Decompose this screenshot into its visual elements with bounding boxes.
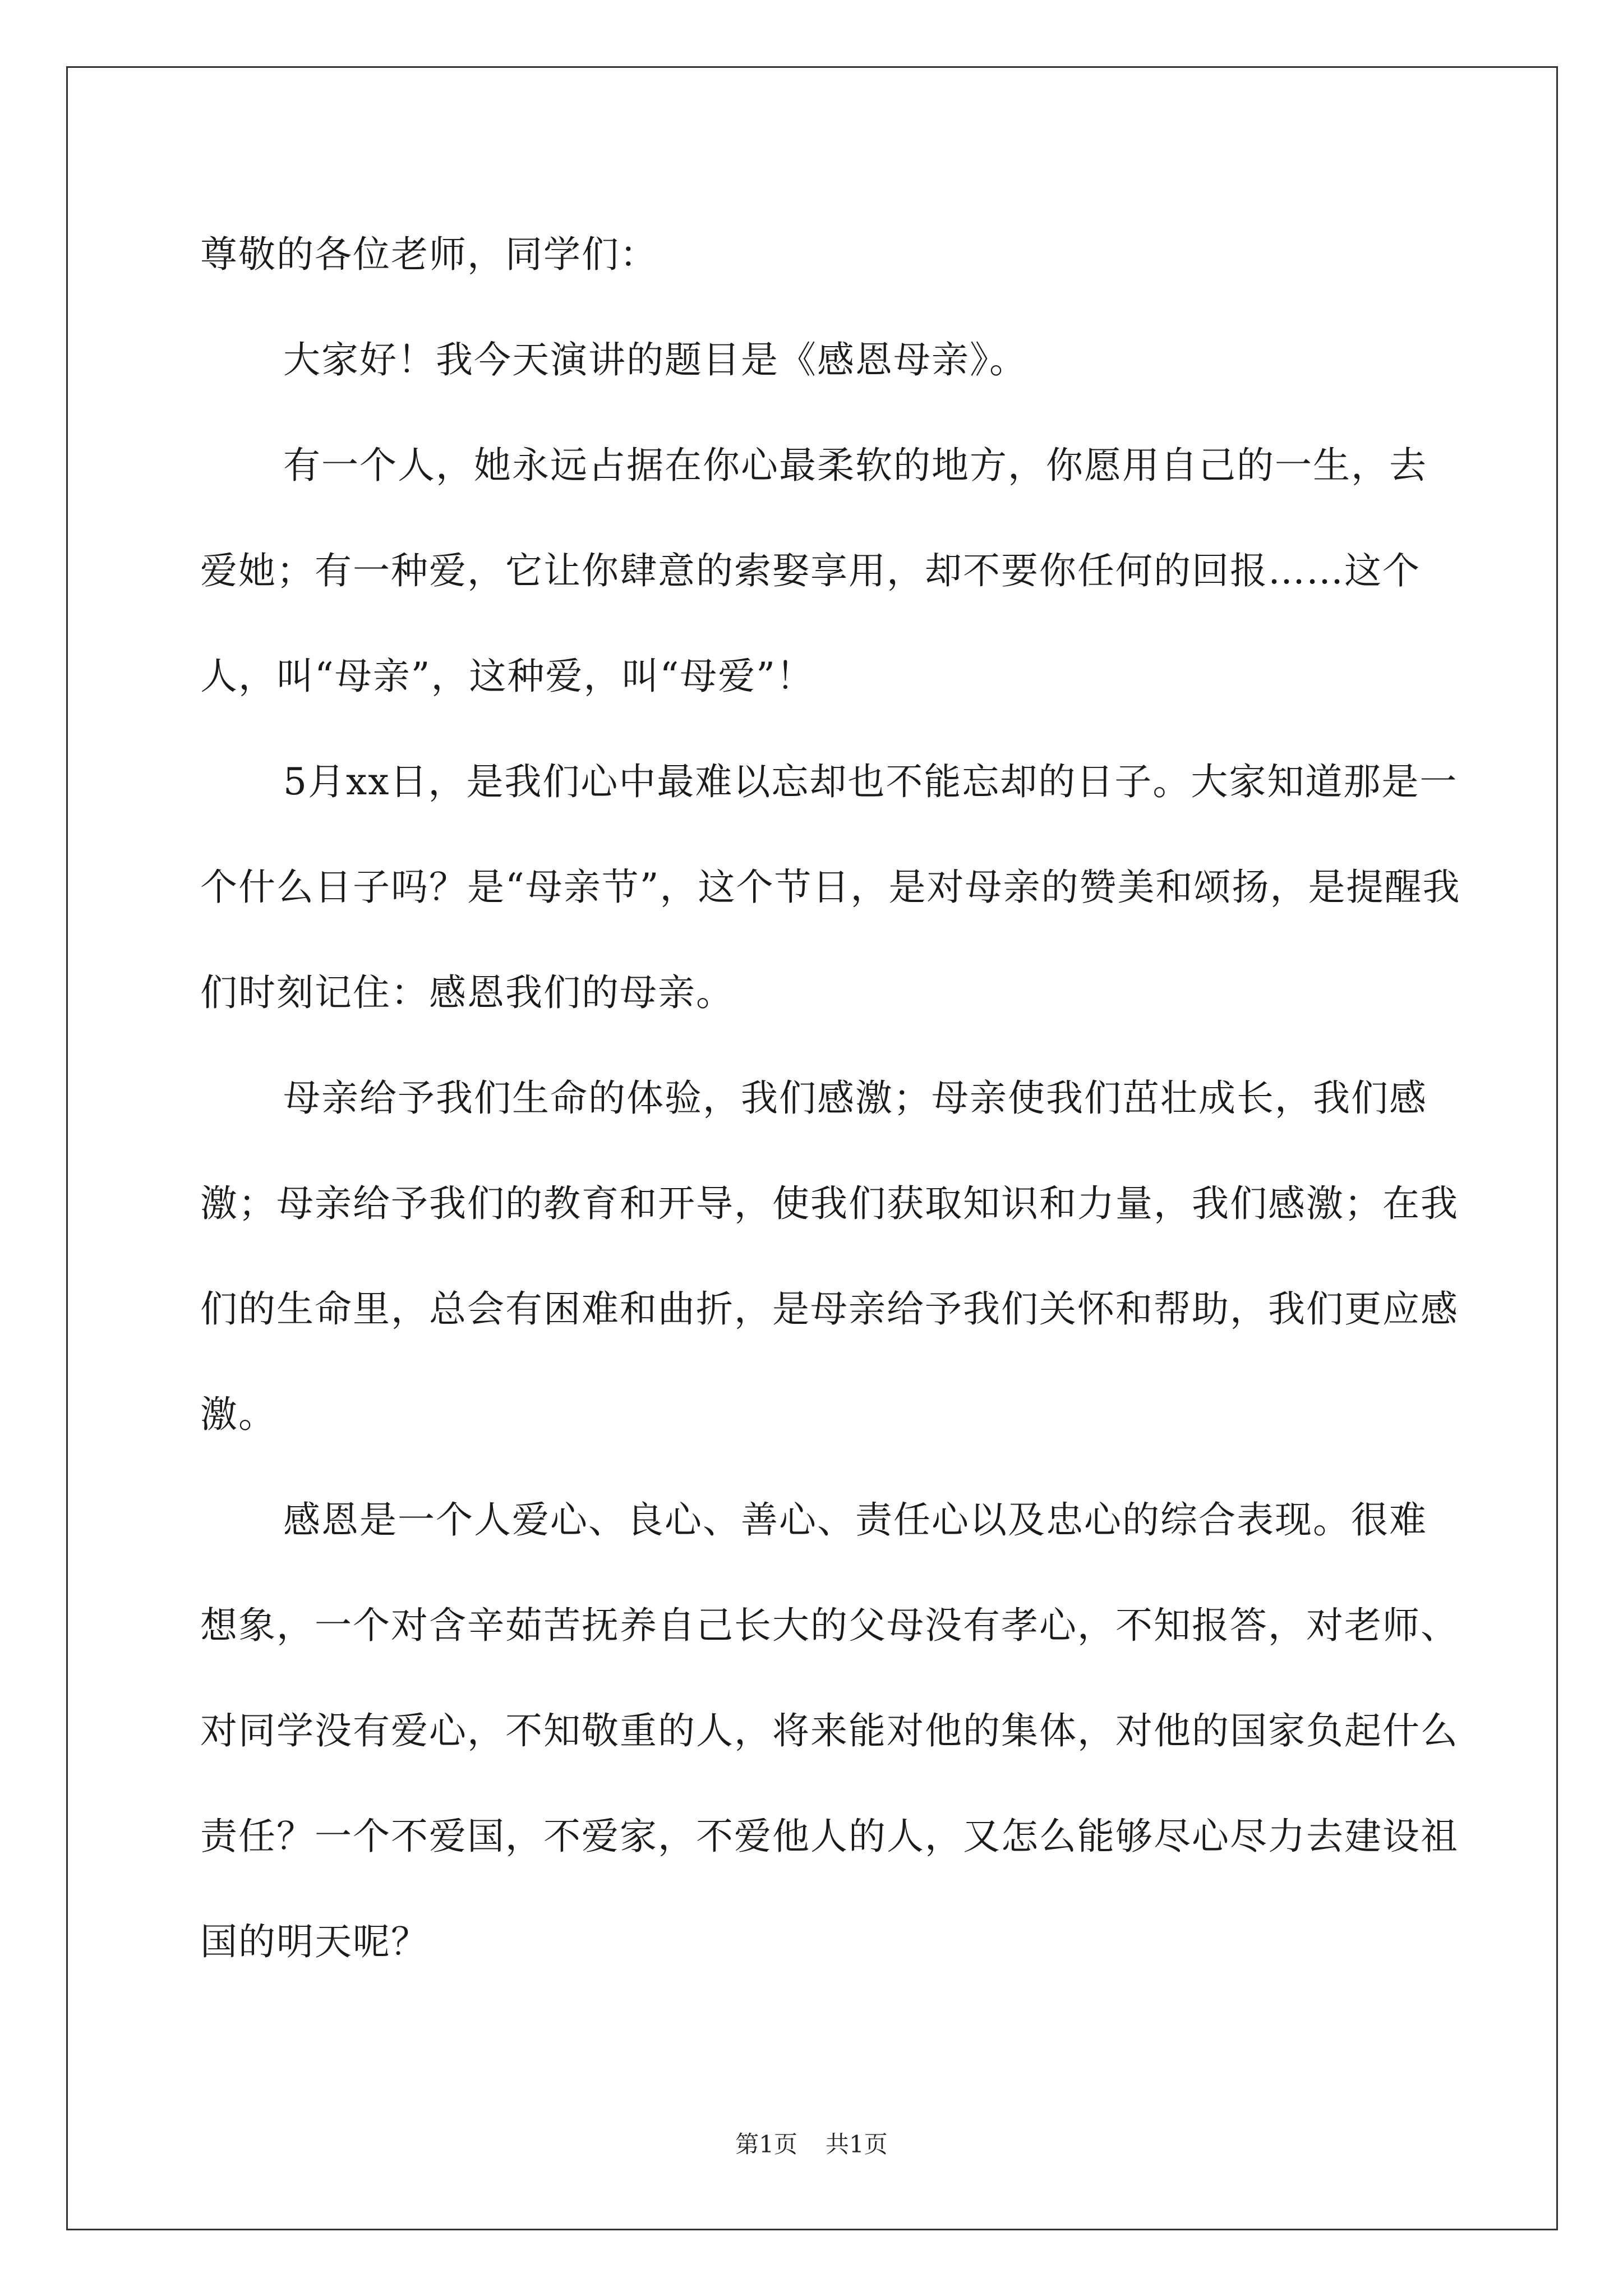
paragraph-thankfulness: 感恩是一个人爱心、良心、善心、责任心以及忠心的综合表现。很难想象，一个对含辛茹苦抚养自己长大的父母没有孝心，不知报答，对老师、对同学没有爱心，不知敬重的人，将来能对他的集体，对他的国家负起什么责任？一个不爱国，不爱家，不爱他人的人，又怎么能够尽心尽力去建设祖国的明天呢？ bbox=[200, 1498, 1459, 1963]
paragraph-gratitude: 母亲给予我们生命的体验，我们感激；母亲使我们茁壮成长，我们感激；母亲给予我们的教育和开导，使我们获取知识和力量，我们感激；在我们的生命里，总会有困难和曲折，是母亲给予我们关怀和帮助，我们更应感激。 bbox=[200, 1076, 1459, 1436]
page-number: 第1页 bbox=[735, 2131, 797, 2158]
paragraph-mothers-day: 5月xx日，是我们心中最难以忘却也不能忘却的日子。大家知道那是一个什么日子吗？是“母亲节”，这个节日，是对母亲的赞美和颂扬，是提醒我们时刻记住：感恩我们的母亲。 bbox=[200, 760, 1461, 1014]
salutation: 尊敬的各位老师，同学们： bbox=[200, 233, 658, 276]
document-body bbox=[200, 202, 1462, 1995]
paragraph-mother-intro: 有一个人，她永远占据在你心最柔软的地方，你愿用自己的一生，去爱她；有一种爱，它让你肆意的索娶享用，却不要你任何的回报……这个人，叫“母亲”，这种爱，叫“母爱”！ bbox=[200, 444, 1427, 698]
paragraph-greeting: 大家好！我今天演讲的题目是《感恩母亲》。 bbox=[283, 338, 1027, 381]
page-total: 共1页 bbox=[826, 2131, 888, 2158]
page-footer bbox=[0, 2126, 1623, 2160]
